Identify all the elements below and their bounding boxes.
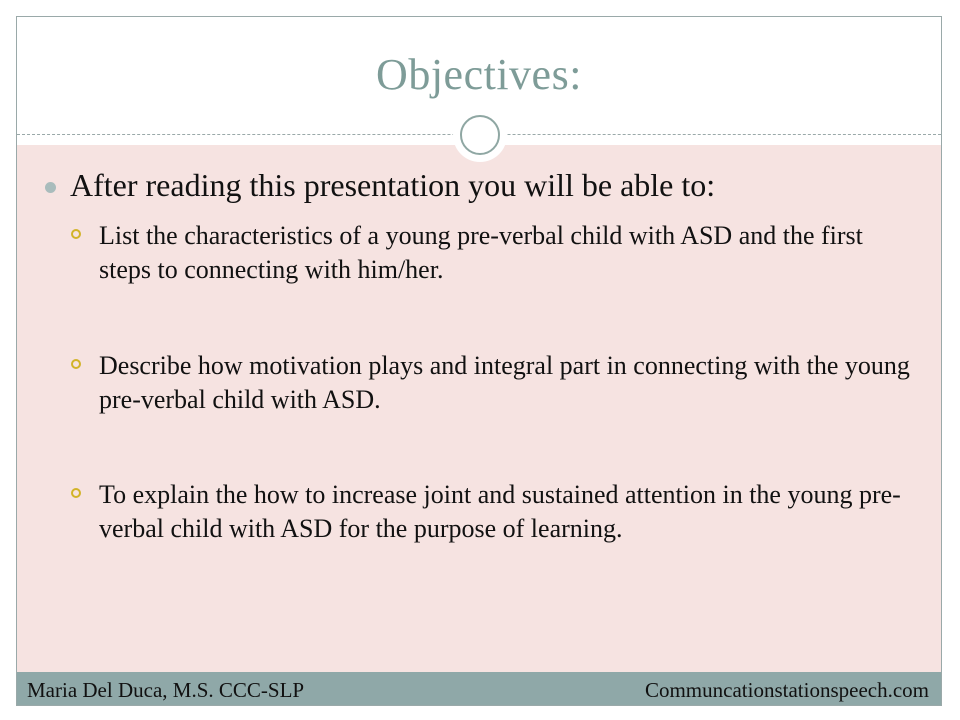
footer-author: Maria Del Duca, M.S. CCC-SLP bbox=[27, 678, 305, 702]
ring-inner bbox=[460, 115, 500, 155]
main-bullet-text: After reading this presentation you will be able to: bbox=[70, 167, 716, 203]
hollow-circle-bullet-icon bbox=[71, 359, 81, 369]
footer-bar bbox=[17, 672, 941, 705]
sub-bullet-text: List the characteristics of a young pre-verbal child with ASD and the first steps to connecting with him/her. bbox=[99, 221, 863, 284]
ring-ornament-icon bbox=[453, 108, 507, 162]
main-bullet-icon bbox=[45, 182, 56, 193]
slide-title: Objectives: bbox=[376, 50, 582, 99]
hollow-circle-bullet-icon bbox=[71, 488, 81, 498]
sub-bullet-text: To explain the how to increase joint and sustained attention in the young pre-verbal child with ASD for the purpose of learning. bbox=[99, 480, 901, 543]
hollow-circle-bullet-icon bbox=[71, 229, 81, 239]
footer-website: Communcationstationspeech.com bbox=[644, 678, 929, 702]
sub-bullet-text: Describe how motivation plays and integral part in connecting with the young pre-verbal child with ASD. bbox=[99, 351, 910, 414]
slide bbox=[16, 16, 942, 706]
